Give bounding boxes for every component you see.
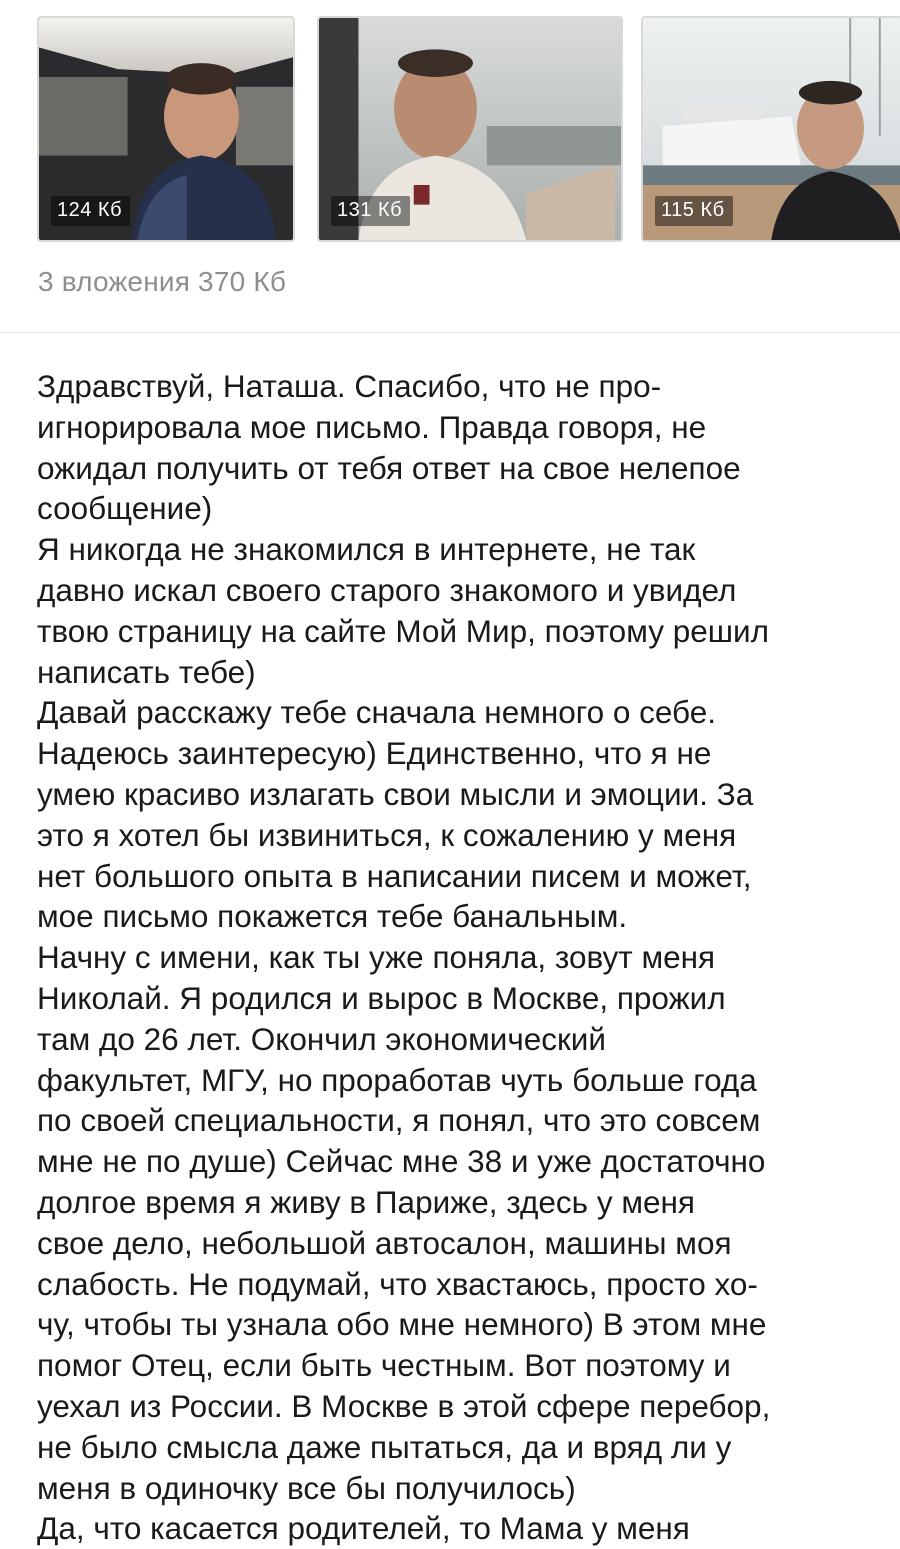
message-line: там до 26 лет. Окончил экономический xyxy=(37,1020,606,1057)
message-line: Я никогда не знакомился в интернете, не так xyxy=(37,531,696,568)
message-line: Надеюсь заинтересую) Единственно, что я не xyxy=(37,735,712,772)
message-line: чу, чтобы ты узнала обо мне немного) В этом мне xyxy=(37,1306,767,1343)
message-line: слабость. Не подумай, что хвастаюсь, просто хо- xyxy=(37,1265,758,1302)
attachment-photo-1[interactable] xyxy=(37,16,295,242)
attachments-summary: 3 вложения 370 Кб xyxy=(38,266,287,297)
attachment-size-badge: 124 Кб xyxy=(51,196,130,226)
message-line: ожидал получить от тебя ответ на свое нелепое xyxy=(37,449,741,486)
message-line: мое письмо покажется тебе банальным. xyxy=(37,898,628,935)
divider xyxy=(0,332,900,333)
attachment-photo-2[interactable] xyxy=(317,16,623,242)
message-line: твою страницу на сайте Мой Мир, поэтому решил xyxy=(37,612,769,649)
message-line: факультет, МГУ, но проработав чуть больше года xyxy=(37,1061,757,1098)
message-line: Здравствуй, Наташа. Спасибо, что не про- xyxy=(37,368,662,404)
attachments-strip xyxy=(37,16,900,244)
message-line: давно искал своего старого знакомого и увидел xyxy=(37,571,737,608)
message-body xyxy=(37,366,867,1549)
message-line: мне не по душе) Сейчас мне 38 и уже достаточно xyxy=(37,1143,766,1180)
message-line: умею красиво излагать свои мысли и эмоции. За xyxy=(37,775,754,812)
attachment-size-badge: 115 Кб xyxy=(655,196,733,226)
message-line: Николай. Я родился и вырос в Москве, прожил xyxy=(37,979,726,1016)
message-line: сообщение) xyxy=(37,490,213,527)
message-line: Начну с имени, как ты уже поняла, зовут меня xyxy=(37,939,716,976)
message-line: уехал из России. В Москве в этой сфере перебор, xyxy=(37,1387,771,1424)
message-line: помог Отец, если быть честным. Вот поэтому и xyxy=(37,1347,731,1384)
message-line: Давай расскажу тебе сначала немного о себе. xyxy=(37,694,717,731)
message-line: нет большого опыта в написании писем и может, xyxy=(37,857,752,894)
message-line: не было смысла даже пытаться, да и вряд ли у xyxy=(37,1428,732,1465)
message-line: меня в одиночку все бы получилось) xyxy=(37,1469,576,1506)
message-line: это я хотел бы извиниться, к сожалению у меня xyxy=(37,816,737,853)
message-line: игнорировала мое письмо. Правда говоря, не xyxy=(37,408,707,445)
message-line: свое дело, небольшой автосалон, машины моя xyxy=(37,1224,732,1261)
attachment-photo-3[interactable] xyxy=(641,16,900,242)
attachment-size-badge: 131 Кб xyxy=(331,196,410,226)
message-line: написать тебе) xyxy=(37,653,256,690)
message-line: Да, что касается родителей, то Мама у меня xyxy=(37,1510,690,1547)
message-line: долгое время я живу в Париже, здесь у меня xyxy=(37,1183,695,1220)
message-line: по своей специальности, я понял, что это совсем xyxy=(37,1102,761,1139)
